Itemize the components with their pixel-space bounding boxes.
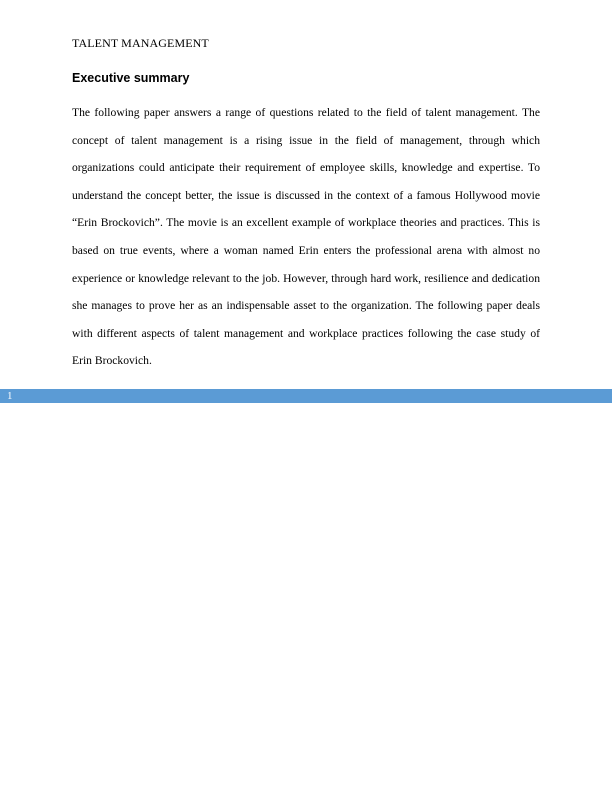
- page-footer-band: [0, 389, 612, 403]
- page-number: 1: [7, 390, 13, 402]
- executive-summary-paragraph: The following paper answers a range of questions related to the field of talent management. The concept of talent management is a rising issue in the field of management, through which organizations could anticipate their requirement of employee skills, knowledge and expertise. To understand the concept better, the issue is discussed in the context of a famous Hollywood movie “Erin Brockovich”. The movie is an excellent example of workplace theories and practices. This is based on true events, where a woman named Erin enters the professional arena with almost no experience or knowledge relevant to the job. However, through hard work, resilience and dedication she manages to prove her as an indispensable asset to the organization. The following paper deals with different aspects of talent management and workplace practices following the case study of Erin Brockovich.: [72, 106, 540, 368]
- section-heading: Executive summary: [72, 71, 190, 85]
- running-head: TALENT MANAGEMENT: [72, 36, 209, 50]
